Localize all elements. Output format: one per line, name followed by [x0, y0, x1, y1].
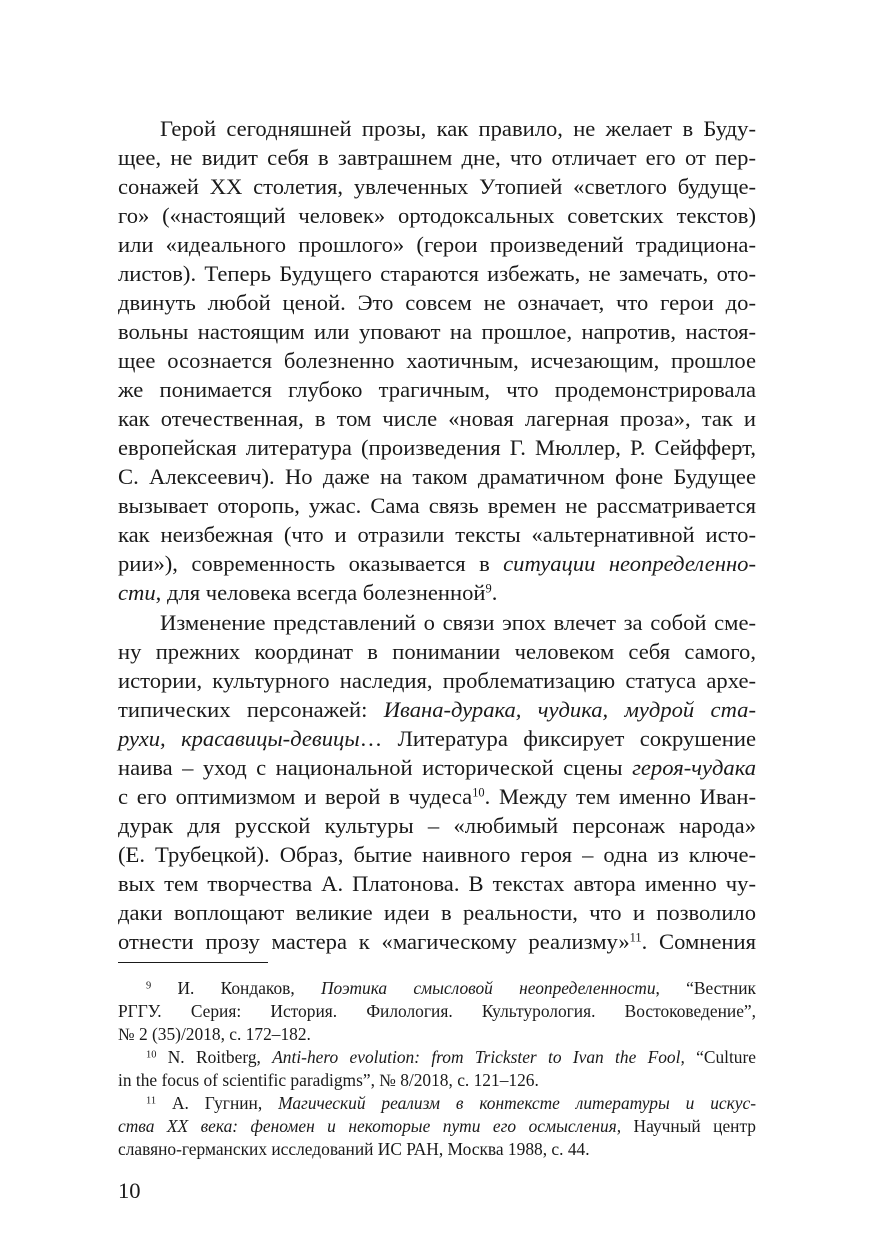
text-line	[118, 786, 756, 809]
text-line: истории, культурного наследия, проблематизацию статуса архе-	[118, 668, 756, 693]
italic-text: героя-чудака	[632, 755, 756, 780]
footnote-line	[118, 1118, 756, 1135]
text-run: , для человека всегда болезненной	[155, 580, 486, 605]
footnote-line	[146, 980, 756, 997]
text-run: рии»), современность оказывается в	[118, 551, 504, 576]
text-line: или «идеального прошлого» (герои произведений традициона-	[118, 232, 756, 257]
text-line: сонажей XX столетия, увлеченных Утопией «светлого будуще-	[118, 174, 756, 199]
text-run: … Литература фиксирует сокрушение	[359, 726, 756, 751]
footnote-separator	[118, 962, 268, 963]
text-line: двинуть любой ценой. Это совсем не означает, что герои до-	[118, 290, 756, 315]
footnote-line	[146, 1095, 756, 1112]
text-line: щее осознается болезненно хаотичным, исчезающим, прошлое	[118, 348, 756, 373]
italic-text: ства XX века: феномен и некоторые пути его осмысления,	[118, 1116, 622, 1136]
footnote-ref-10[interactable]: 10	[472, 785, 485, 800]
text-run: “Culture	[684, 1047, 757, 1067]
text-line: щее, не видит себя в завтрашнем дне, что отличает его от пер-	[118, 145, 756, 170]
text-line	[118, 699, 756, 722]
text-line: Герой сегодняшней прозы, как правило, не желает в Буду-	[160, 116, 756, 141]
text-line: С. Алексеевич). Но даже на таком драматичном фоне Будущее	[118, 464, 756, 489]
text-run: И. Кондаков,	[151, 978, 321, 998]
text-run: . Сомнения	[641, 929, 756, 954]
footnote-line: РГГУ. Серия: История. Филология. Культурология. Востоковедение”,	[118, 1001, 756, 1021]
italic-text: Магический реализм в контексте литературы и искус-	[278, 1093, 756, 1113]
text-run: . Между тем именно Иван-	[484, 784, 757, 809]
text-line: же понимается глубоко трагичным, что продемонстрировала	[118, 377, 756, 402]
text-line	[118, 757, 756, 780]
italic-text: сти	[118, 580, 156, 605]
text-run: наива – уход с национальной исторической сцены	[118, 755, 633, 780]
text-run: отнести прозу мастера к «магическому реализму»	[118, 929, 630, 954]
italic-text: Ивана-дурака, чудика, мудрой ста-	[383, 697, 756, 722]
footnote-line	[146, 1049, 756, 1066]
italic-text: Поэтика смысловой неопределенности	[320, 978, 656, 998]
text-line: Изменение представлений о связи эпох влечет за собой сме-	[160, 610, 756, 635]
footnote-ref-11[interactable]: 11	[629, 930, 642, 945]
footnote-ref-9[interactable]: 9	[485, 581, 492, 596]
text-line	[118, 553, 756, 576]
text-line	[118, 728, 756, 751]
text-line: листов). Теперь Будущего стараются избежать, не замечать, ото-	[118, 261, 756, 286]
text-run: с его оптимизмом и верой в чудеса	[118, 784, 473, 809]
text-line	[118, 582, 756, 605]
italic-text: Anti-hero evolution: from Trickster to Ivan the Fool,	[272, 1047, 685, 1067]
text-line: дурак для русской культуры – «любимый персонаж народа»	[118, 813, 756, 838]
footnote-line: славяно-германских исследований ИС РАН, Москва 1988, с. 44.	[118, 1139, 590, 1159]
text-line: го» («настоящий человек» ортодоксальных советских текстов)	[118, 203, 756, 228]
text-line: вольны настоящим или уповают на прошлое, напротив, настоя-	[118, 319, 756, 344]
italic-text: рухи, красавицы-девицы	[118, 726, 360, 751]
footnote-mark: 11	[146, 1095, 157, 1107]
footnote-mark: 10	[146, 1049, 157, 1061]
text-line: как неизбежная (что и отразили тексты «альтернативной исто-	[118, 522, 756, 547]
text-line: вых тем творчества А. Платонова. В текстах автора именно чу-	[118, 871, 756, 896]
text-line: как отечественная, в том числе «новая лагерная проза», так и	[118, 406, 756, 431]
text-line: даки воплощают великие идеи в реальности, что и позволило	[118, 900, 756, 925]
italic-text: ситуации неопределенно-	[503, 551, 756, 576]
text-run: .	[491, 580, 498, 605]
text-run: типических персонажей:	[118, 697, 384, 722]
footnote-line: in the focus of scientific paradigms”, № 8/2018, с. 121–126.	[118, 1070, 539, 1090]
text-run: А. Гугнин,	[156, 1093, 279, 1113]
text-line: вызывает оторопь, ужас. Сама связь времен не рассматривается	[118, 493, 756, 518]
footnote-line: № 2 (35)/2018, с. 172–182.	[118, 1024, 311, 1044]
text-line	[118, 931, 756, 954]
text-run: , “Вестник	[655, 978, 756, 998]
page-number: 10	[118, 1178, 141, 1203]
text-line: (Е. Трубецкой). Образ, бытие наивного героя – одна из ключе-	[118, 842, 756, 867]
text-run: N. Roitberg,	[156, 1047, 273, 1067]
footnote-mark: 9	[146, 980, 152, 992]
text-line: ну прежних координат в понимании человеком себя самого,	[118, 639, 756, 664]
text-line: европейская литература (произведения Г. Мюллер, Р. Сейфферт,	[118, 435, 756, 460]
text-run: Научный центр	[621, 1116, 756, 1136]
